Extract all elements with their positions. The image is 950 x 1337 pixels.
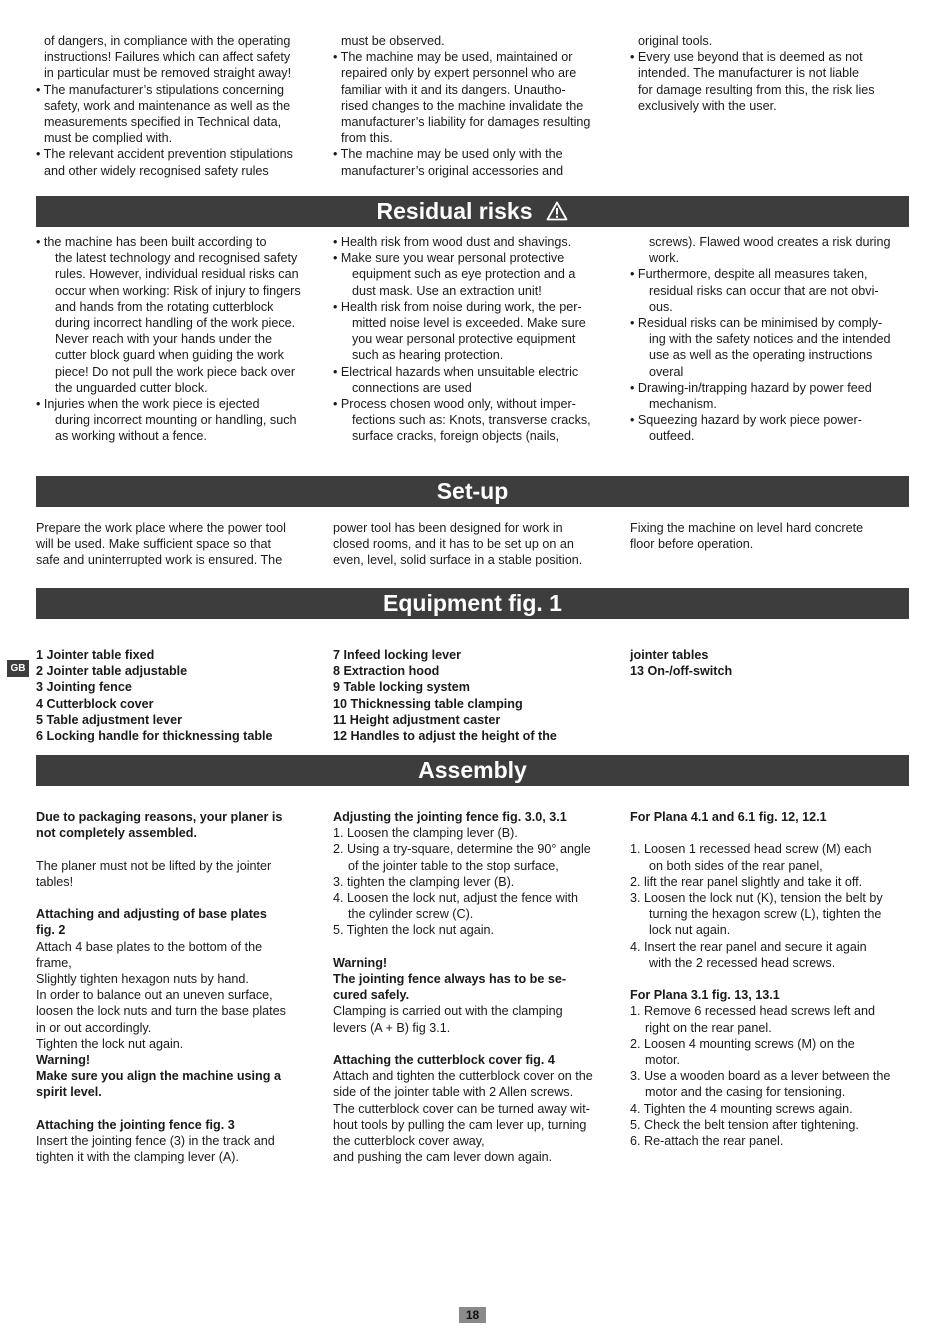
warning-icon <box>546 198 568 229</box>
residual-col-1 <box>36 234 301 445</box>
text-line: must be observed. <box>341 34 445 48</box>
text-line: as working without a fence. <box>55 429 207 444</box>
text-line: right on the rear panel. <box>645 1020 772 1035</box>
text-line: Tighten the lock nut again. <box>36 1036 184 1051</box>
text-line: tighten it with the clamping lever (A). <box>36 1150 239 1165</box>
blank-line <box>333 939 593 955</box>
text-line: residual risks can occur that are not obvi- <box>649 283 879 298</box>
text-line: from this. <box>341 131 393 146</box>
bullet-line: • Injuries when the work piece is ejected <box>36 397 260 412</box>
text-line: side of the jointer table with 2 Allen screws. <box>333 1085 574 1100</box>
section-header-set-up <box>36 476 909 507</box>
text-line: and hands from the rotating cutterblock <box>55 299 274 314</box>
text-line: The cutterblock cover can be turned away wit- <box>333 1101 590 1116</box>
equipment-col-3 <box>630 647 732 679</box>
text-line: outfeed. <box>649 429 695 444</box>
equipment-item: 9 Table locking system <box>333 680 470 695</box>
text-line: 1. Loosen 1 recessed head screw (M) each <box>630 842 872 857</box>
bullet-line: • Electrical hazards when unsuitable electric <box>333 364 579 379</box>
setup-col-2 <box>333 520 582 569</box>
text-line: power tool has been designed for work in <box>333 521 563 535</box>
equipment-item: 13 On-/off-switch <box>630 664 733 679</box>
text-line: measurements specified in Technical data, <box>44 115 282 130</box>
text-line: use as well as the operating instructions <box>649 348 873 363</box>
section-title: Equipment fig. 1 <box>383 590 562 616</box>
text-line: Attach and tighten the cutterblock cover on the <box>333 1069 593 1084</box>
text-line: In order to balance out an uneven surface, <box>36 988 273 1003</box>
text-line: for damage resulting from this, the risk lies <box>638 82 875 97</box>
intro-col-1 <box>36 33 293 179</box>
text-line: during incorrect handling of the work piece. <box>55 316 296 331</box>
text-line: and pushing the cam lever down again. <box>333 1150 553 1165</box>
text-line: levers (A + B) fig 3.1. <box>333 1020 451 1035</box>
text-line: Prepare the work place where the power tool <box>36 521 286 535</box>
text-line: the latest technology and recognised safety <box>55 251 298 266</box>
text-line: Clamping is carried out with the clamping <box>333 1004 563 1019</box>
text-line: 5. Check the belt tension after tightening. <box>630 1117 859 1132</box>
text-line: loosen the lock nuts and turn the base plates <box>36 1004 286 1019</box>
text-line: the cylinder screw (C). <box>348 907 474 922</box>
text-line: fections such as: Knots, transverse cracks, <box>352 413 591 428</box>
residual-col-3 <box>630 234 891 445</box>
assembly-col-2 <box>333 809 593 1165</box>
section-header-equipment <box>36 588 909 619</box>
bold-text-line: Warning! <box>333 955 388 970</box>
text-line: occur when working: Risk of injury to fingers <box>55 283 301 298</box>
text-line: 6. Re-attach the rear panel. <box>630 1134 784 1149</box>
text-line: ous. <box>649 299 673 314</box>
bullet-line: • Drawing-in/trapping hazard by power feed <box>630 380 872 395</box>
assembly-col-3 <box>630 809 890 1149</box>
equipment-item: 3 Jointing fence <box>36 680 132 695</box>
text-line: equipment such as eye protection and a <box>352 267 576 282</box>
equipment-col-2 <box>333 647 557 744</box>
equipment-item: 4 Cutterblock cover <box>36 696 154 711</box>
bold-text-line: Attaching the jointing fence fig. 3 <box>36 1117 235 1132</box>
bold-text-line: fig. 2 <box>36 923 66 938</box>
text-line: turning the hexagon screw (L), tighten the <box>649 907 882 922</box>
text-line: frame, <box>36 955 72 970</box>
text-line: intended. The manufacturer is not liable <box>638 66 859 81</box>
blank-line <box>36 1101 286 1117</box>
assembly-col-1 <box>36 809 286 1165</box>
setup-col-3 <box>630 520 863 552</box>
text-line: 1. Remove 6 recessed head screws left and <box>630 1004 876 1019</box>
text-line: in particular must be removed straight away! <box>44 66 292 81</box>
text-line: the cutterblock cover away, <box>333 1134 485 1149</box>
text-line: The planer must not be lifted by the jointer <box>36 858 272 873</box>
bullet-line: • The relevant accident prevention stipulations <box>36 147 293 162</box>
text-line: 5. Tighten the lock nut again. <box>333 923 495 938</box>
text-line: motor and the casing for tensioning. <box>645 1085 846 1100</box>
equipment-item: jointer tables <box>630 648 709 662</box>
bold-text-line: Make sure you align the machine using a <box>36 1069 281 1084</box>
text-line: repaired only by expert personnel who are <box>341 66 577 81</box>
text-line: of dangers, in compliance with the operating <box>44 34 291 48</box>
text-line: safe and uninterrupted work is ensured. The <box>36 553 283 568</box>
language-tab: GB <box>7 660 29 677</box>
equipment-item: 2 Jointer table adjustable <box>36 664 188 679</box>
text-line: in or out accordingly. <box>36 1020 152 1035</box>
residual-col-2 <box>333 234 591 445</box>
text-line: overal <box>649 364 684 379</box>
text-line: such as hearing protection. <box>352 348 504 363</box>
bold-text-line: spirit level. <box>36 1085 102 1100</box>
text-line: will be used. Make sufficient space so that <box>36 537 271 552</box>
intro-col-3 <box>630 33 875 114</box>
blank-line <box>630 971 890 987</box>
bullet-line: • Process chosen wood only, without imper- <box>333 397 576 412</box>
bullet-line: • Health risk from wood dust and shavings. <box>333 235 572 249</box>
blank-line <box>333 1036 593 1052</box>
text-line: familiar with it and its dangers. Unautho- <box>341 82 566 97</box>
text-line: 4. Loosen the lock nut, adjust the fence with <box>333 891 579 906</box>
bullet-line: • Make sure you wear personal protective <box>333 251 565 266</box>
section-header-residual-risks <box>36 196 909 227</box>
text-line: safety, work and maintenance as well as the <box>44 98 291 113</box>
bullet-line: • The manufacturer’s stipulations concerning <box>36 82 285 97</box>
equipment-item: 6 Locking handle for thicknessing table <box>36 729 273 744</box>
text-line: hout tools by pulling the cam lever up, turning <box>333 1117 587 1132</box>
text-line: Slightly tighten hexagon nuts by hand. <box>36 972 249 986</box>
equipment-col-1 <box>36 647 273 744</box>
text-line: of the jointer table to the stop surface, <box>348 858 559 873</box>
text-line: on both sides of the rear panel, <box>649 858 823 873</box>
setup-col-1 <box>36 520 286 569</box>
equipment-item: 1 Jointer table fixed <box>36 648 155 662</box>
text-line: 4. Tighten the 4 mounting screws again. <box>630 1101 853 1116</box>
text-line: 2. Loosen 4 mounting screws (M) on the <box>630 1036 855 1051</box>
page-number: 18 <box>459 1307 486 1323</box>
equipment-item: 12 Handles to adjust the height of the <box>333 729 557 744</box>
blank-line <box>36 841 286 857</box>
section-title: Residual risks <box>376 198 533 224</box>
text-line: during incorrect mounting or handling, such <box>55 413 297 428</box>
bullet-line: • the machine has been built according to <box>36 235 267 249</box>
bullet-line: • Squeezing hazard by work piece power- <box>630 413 862 428</box>
text-line: floor before operation. <box>630 537 754 552</box>
bold-text-line: The jointing fence always has to be se- <box>333 972 567 987</box>
text-line: you wear personal protective equipment <box>352 332 576 347</box>
section-title: Set-up <box>436 478 509 504</box>
text-line: screws). Flawed wood creates a risk during <box>649 235 891 249</box>
text-line: Fixing the machine on level hard concrete <box>630 521 864 535</box>
text-line: 3. Loosen the lock nut (K), tension the belt by <box>630 891 883 905</box>
text-line: ing with the safety notices and the intended <box>649 332 891 347</box>
equipment-item: 8 Extraction hood <box>333 664 440 679</box>
text-line: surface cracks, foreign objects (nails, <box>352 429 560 444</box>
section-header-assembly <box>36 755 909 786</box>
bullet-line: • Furthermore, despite all measures taken, <box>630 267 868 282</box>
bold-text-line: For Plana 4.1 and 6.1 fig. 12, 12.1 <box>630 810 827 824</box>
bullet-line: • Health risk from noise during work, the per- <box>333 299 582 314</box>
text-line: instructions! Failures which can affect safety <box>44 50 291 65</box>
bold-text-line: For Plana 3.1 fig. 13, 13.1 <box>630 988 780 1003</box>
bullet-line: • The machine may be used only with the <box>333 147 563 162</box>
text-line: manufacturer’s liability for damages resulting <box>341 115 591 130</box>
bullet-line: • Every use beyond that is deemed as not <box>630 50 863 65</box>
text-line: rised changes to the machine invalidate the <box>341 98 584 113</box>
bold-text-line: not completely assembled. <box>36 826 197 841</box>
text-line: tables! <box>36 874 74 889</box>
equipment-item: 11 Height adjustment caster <box>333 712 501 727</box>
text-line: mitted noise level is exceeded. Make sure <box>352 316 586 331</box>
text-line: 2. lift the rear panel slightly and take it off. <box>630 874 863 889</box>
intro-col-2 <box>333 33 590 179</box>
text-line: mechanism. <box>649 397 717 412</box>
text-line: piece! Do not pull the work piece back over <box>55 364 296 379</box>
text-line: Attach 4 base plates to the bottom of the <box>36 939 263 954</box>
text-line: and other widely recognised safety rules <box>44 163 269 178</box>
bold-text-line: Attaching the cutterblock cover fig. 4 <box>333 1053 555 1068</box>
text-line: lock nut again. <box>649 923 731 938</box>
bold-text-line: Due to packaging reasons, your planer is <box>36 810 283 824</box>
bullet-line: • The machine may be used, maintained or <box>333 50 573 65</box>
text-line: 3. tighten the clamping lever (B). <box>333 874 515 889</box>
equipment-item: 7 Infeed locking lever <box>333 648 462 662</box>
bold-text-line: Attaching and adjusting of base plates <box>36 907 267 922</box>
section-title: Assembly <box>418 757 527 783</box>
text-line: work. <box>649 251 680 266</box>
text-line: cutter block guard when guiding the work <box>55 348 284 363</box>
text-line: Insert the jointing fence (3) in the track and <box>36 1134 275 1149</box>
text-line: rules. However, individual residual risks can <box>55 267 299 282</box>
text-line: 4. Insert the rear panel and secure it again <box>630 939 867 954</box>
text-line: 3. Use a wooden board as a lever between the <box>630 1069 891 1084</box>
text-line: with the 2 recessed head screws. <box>649 955 836 970</box>
text-line: original tools. <box>638 34 713 48</box>
text-line: manufacturer’s original accessories and <box>341 163 564 178</box>
text-line: closed rooms, and it has to be set up on an <box>333 537 574 552</box>
text-line: motor. <box>645 1053 680 1068</box>
blank-line <box>36 890 286 906</box>
text-line: dust mask. Use an extraction unit! <box>352 283 542 298</box>
text-line: 1. Loosen the clamping lever (B). <box>333 826 518 841</box>
text-line: connections are used <box>352 380 472 395</box>
text-line: must be complied with. <box>44 131 173 146</box>
bold-text-line: cured safely. <box>333 988 410 1003</box>
text-line: the unguarded cutter block. <box>55 380 208 395</box>
bullet-line: • Residual risks can be minimised by comply- <box>630 316 883 331</box>
equipment-item: 5 Table adjustment lever <box>36 712 183 727</box>
text-line: Never reach with your hands under the <box>55 332 273 347</box>
text-line: exclusively with the user. <box>638 98 777 113</box>
text-line: even, level, solid surface in a stable position. <box>333 553 583 568</box>
bold-text-line: Warning! <box>36 1053 91 1068</box>
equipment-item: 10 Thicknessing table clamping <box>333 696 523 711</box>
text-line: 2. Using a try-square, determine the 90° angle <box>333 842 591 857</box>
blank-line <box>630 825 890 841</box>
bold-text-line: Adjusting the jointing fence fig. 3.0, 3.1 <box>333 810 567 824</box>
